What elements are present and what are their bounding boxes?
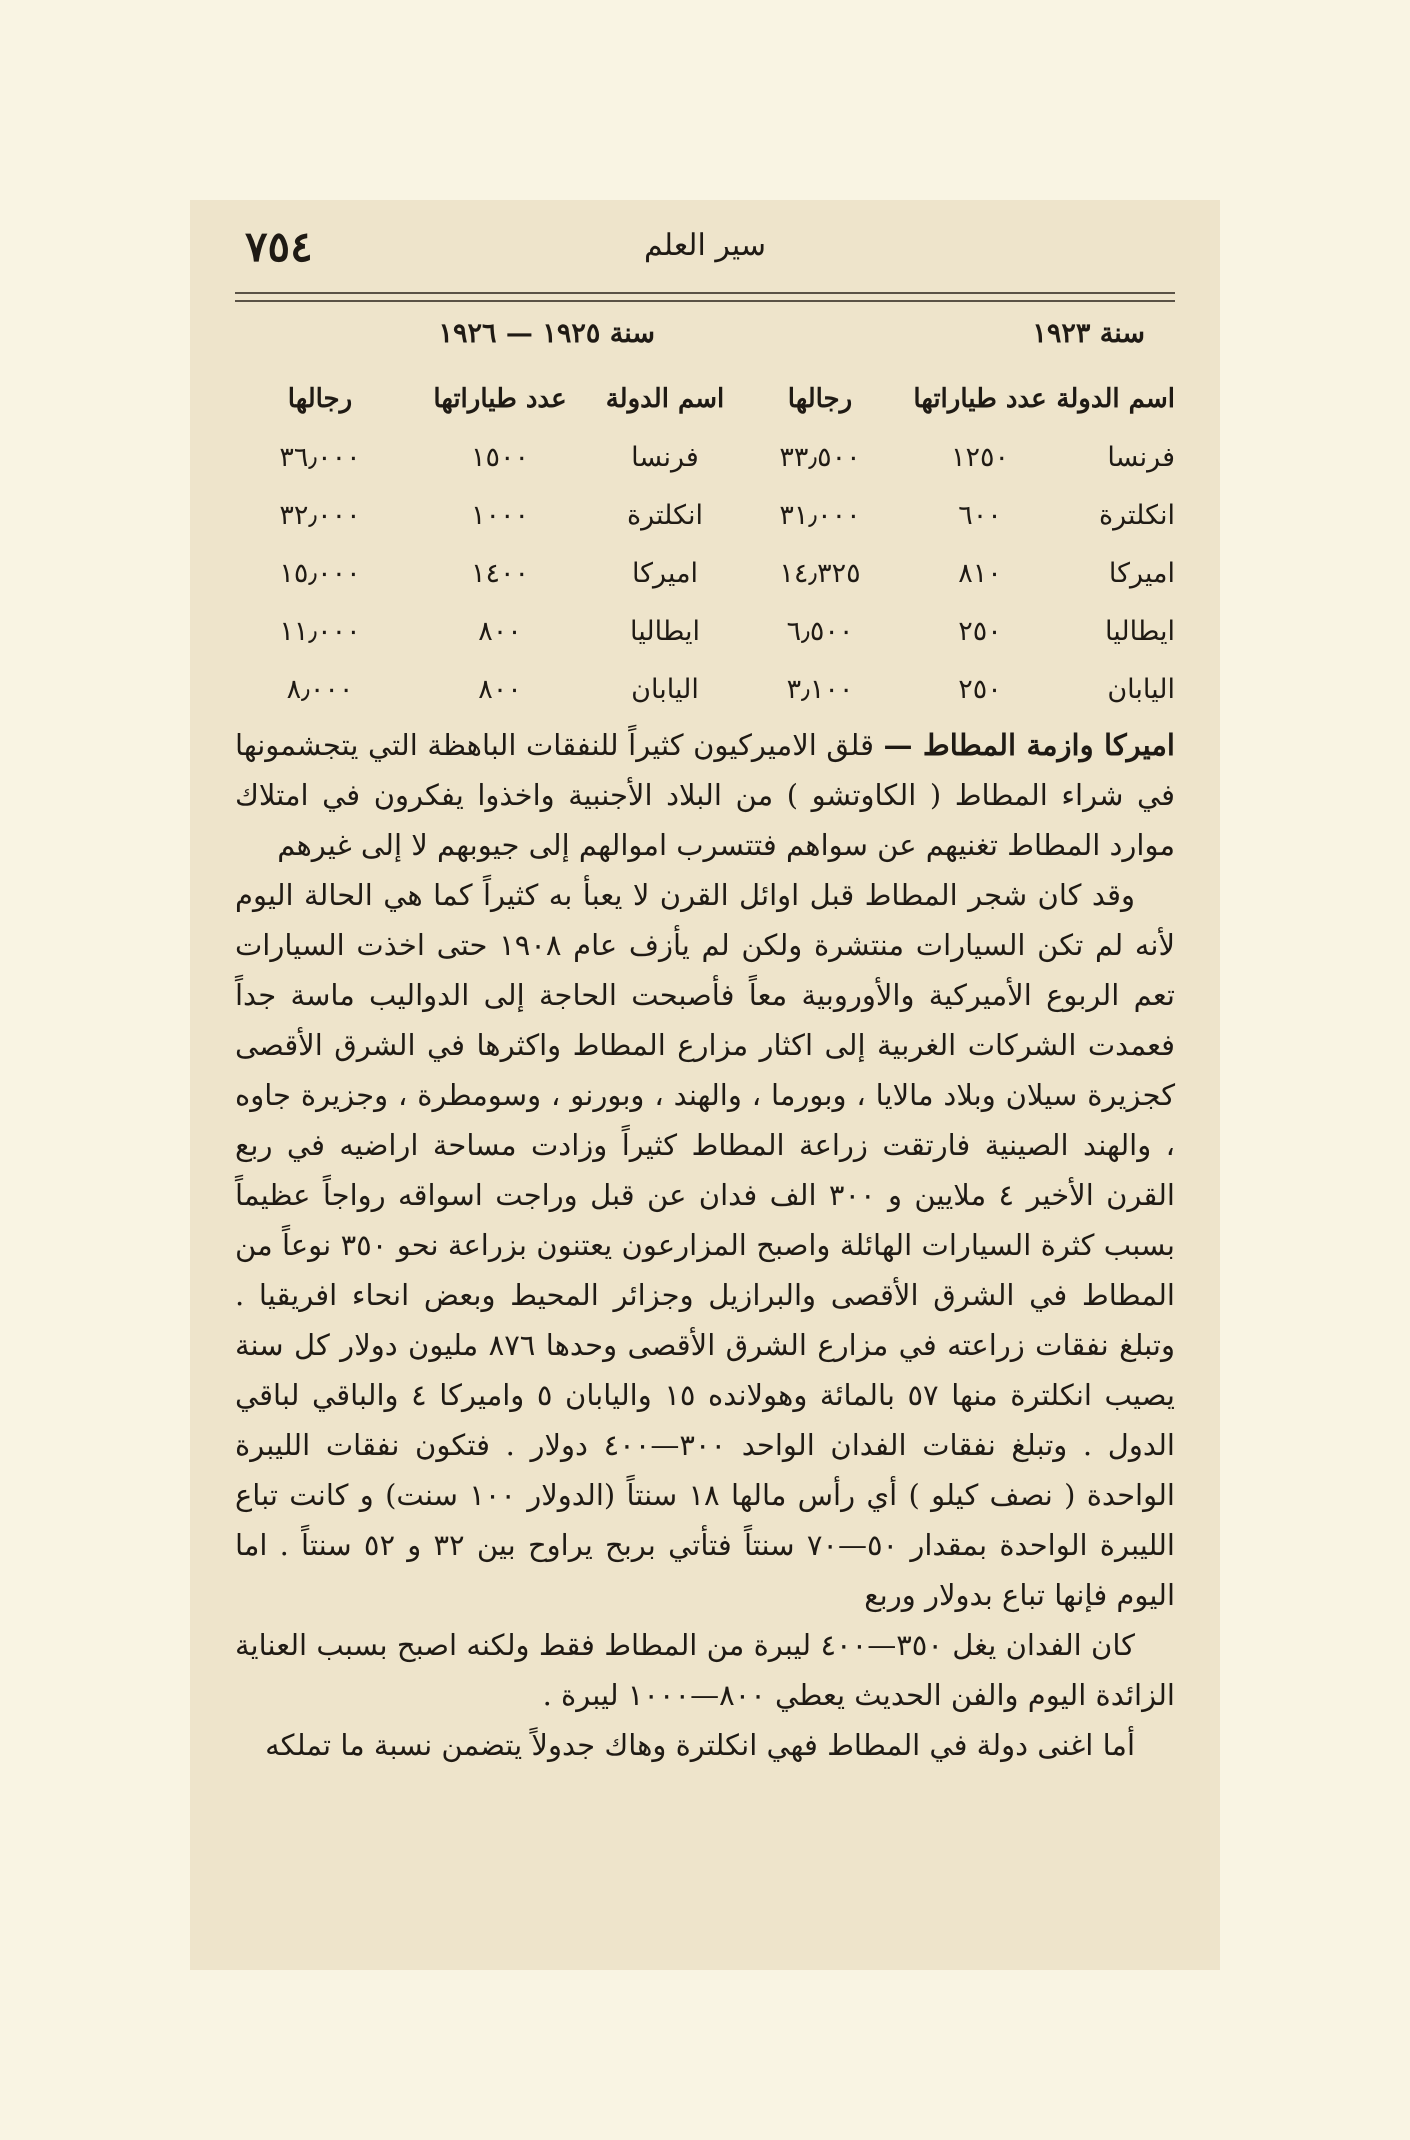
article-body (235, 720, 1175, 1770)
table-cell: ٣٫١٠٠ (786, 673, 854, 705)
paragraph (235, 720, 1175, 870)
table-cell: ايطاليا (630, 615, 700, 647)
column-header: عدد طياراتها (433, 384, 567, 414)
table-cell: فرنسا (631, 441, 699, 473)
paragraph: وقد كان شجر المطاط قبل اوائل القرن لا يعبأ به كثيراً كما هي الحالة اليوم لأنه لم تكن السيارات منتشرة ولكن لم يأزف عام ١٩٠٨ حتى اخذت السيارات تعم الربوع الأميركية والأوروبية معاً فأصبحت الحاجة إلى الدواليب ماسة جداً فعمدت الشركات الغربية إلى اكثار مزارع المطاط واكثرها في الشرق الأقصى كجزيرة سيلان وبلاد مالايا ، وبورما ، والهند ، وبورنو ، وسومطرة ، وجزيرة جاوه ، والهند الصينية فارتقت زراعة المطاط كثيراً وزادت مساحة اراضيه في ربع القرن الأخير ٤ ملايين و ٣٠٠ الف فدان عن قبل وراجت اسواقه رواجاً عظيماً بسبب كثرة السيارات الهائلة واصبح المزارعون يعتنون بزراعة نحو ٣٥٠ نوعاً من المطاط في الشرق الأقصى والبرازيل وجزائر المحيط وبعض انحاء افريقيا . وتبلغ نفقات زراعته في مزارع الشرق الأقصى وحدها ٨٧٦ مليون دولار كل سنة يصيب انكلترة منها ٥٧ بالمائة وهولانده ١٥ واليابان ٥ واميركا ٤ والباقي لباقي الدول . وتبلغ نفقات الفدان الواحد ٣٠٠—٤٠٠ دولار . فتكون نفقات الليبرة الواحدة ( نصف كيلو ) أي رأس مالها ١٨ سنتاً (الدولار ١٠٠ سنت) و كانت تباع الليبرة الواحدة بمقدار ٥٠—٧٠ سنتاً فتأتي بربح يراوح بين ٣٢ و ٥٢ سنتاً . اما اليوم فإنها تباع بدولار وربع (235, 878, 1176, 1612)
table-cell: ٨١٠ (958, 557, 1002, 589)
column-header: اسم الدولة (1056, 384, 1175, 414)
table-cell: انكلترة (1098, 499, 1175, 531)
table-cell: ٢٥٠ (958, 673, 1002, 705)
table-cell: ٣٢٫٠٠٠ (279, 499, 361, 531)
scanned-page (190, 200, 1220, 1970)
paragraph: أما اغنى دولة في المطاط فهي انكلترة وهاك جدولاً يتضمن نسبة ما تملكه (265, 1728, 1135, 1762)
table-cell: اليابان (631, 673, 699, 705)
table-cell: ١٤٫٣٢٥ (779, 557, 861, 589)
table-cell: ١٤٠٠ (470, 557, 529, 589)
table-cell: اميركا (631, 557, 699, 589)
table-cell: ١١٫٠٠٠ (279, 615, 361, 647)
column-header: اسم الدولة (605, 384, 725, 414)
paragraph-text: قلق الاميركيون كثيراً للنفقات الباهظة التي يتجشمونها في شراء المطاط ( الكاوتشو ) من البلاد الأجنبية واخذوا يفكرون في امتلاك موارد المطاط تغنيهم عن سواهم فتتسرب اموالهم إلى جيوبهم لا إلى غيرهم (235, 728, 1175, 862)
table-cell: ٣١٫٠٠٠ (779, 499, 861, 531)
year-header-row (235, 318, 1175, 370)
table-row (235, 602, 1175, 660)
page-number: ٧٥٤ (245, 222, 313, 271)
table-cell: فرنسا (1107, 441, 1175, 473)
header-rule (235, 292, 1175, 302)
table-cell: ٨٠٠ (478, 615, 522, 647)
table-cell: ٨٫٠٠٠ (286, 673, 354, 705)
table-cell: ١٠٠٠ (470, 499, 529, 531)
table-row (235, 428, 1175, 486)
table-cell: ٢٥٠ (958, 615, 1002, 647)
column-header: رجالها (287, 384, 353, 414)
table-cell: ١٢٥٠ (950, 441, 1009, 473)
table-cell: ٦٫٥٠٠ (786, 615, 854, 647)
year-1923-label: سنة ١٩٢٣ (1032, 318, 1145, 349)
table-cell: اميركا (1108, 557, 1175, 589)
column-header: عدد طياراتها (913, 384, 1047, 414)
column-header-row (235, 370, 1175, 428)
page-header (245, 222, 1165, 282)
table-row (235, 486, 1175, 544)
table-cell: ٦٠٠ (958, 499, 1002, 531)
column-header: رجالها (787, 384, 853, 414)
table-cell: ٨٠٠ (478, 673, 522, 705)
running-title: سير العلم (643, 228, 767, 263)
table-cell: ٣٣٫٥٠٠ (779, 441, 861, 473)
year-1925-1926-label: سنة ١٩٢٥ — ١٩٢٦ (438, 318, 655, 349)
aircraft-table (235, 318, 1175, 718)
table-row (235, 660, 1175, 718)
table-cell: ايطاليا (1105, 615, 1175, 647)
table-cell: ٣٦٫٠٠٠ (279, 441, 361, 473)
paragraph: كان الفدان يغل ٣٥٠—٤٠٠ ليبرة من المطاط فقط ولكنه اصبح بسبب العناية الزائدة اليوم والفن الحديث يعطي ٨٠٠—١٠٠٠ ليبرة . (235, 1628, 1175, 1712)
table-cell: ١٥٫٠٠٠ (279, 557, 361, 589)
table-cell: انكلترة (626, 499, 704, 531)
section-heading: اميركا وازمة المطاط — (883, 728, 1175, 762)
table-cell: اليابان (1107, 673, 1175, 705)
table-cell: ١٥٠٠ (470, 441, 529, 473)
table-row (235, 544, 1175, 602)
